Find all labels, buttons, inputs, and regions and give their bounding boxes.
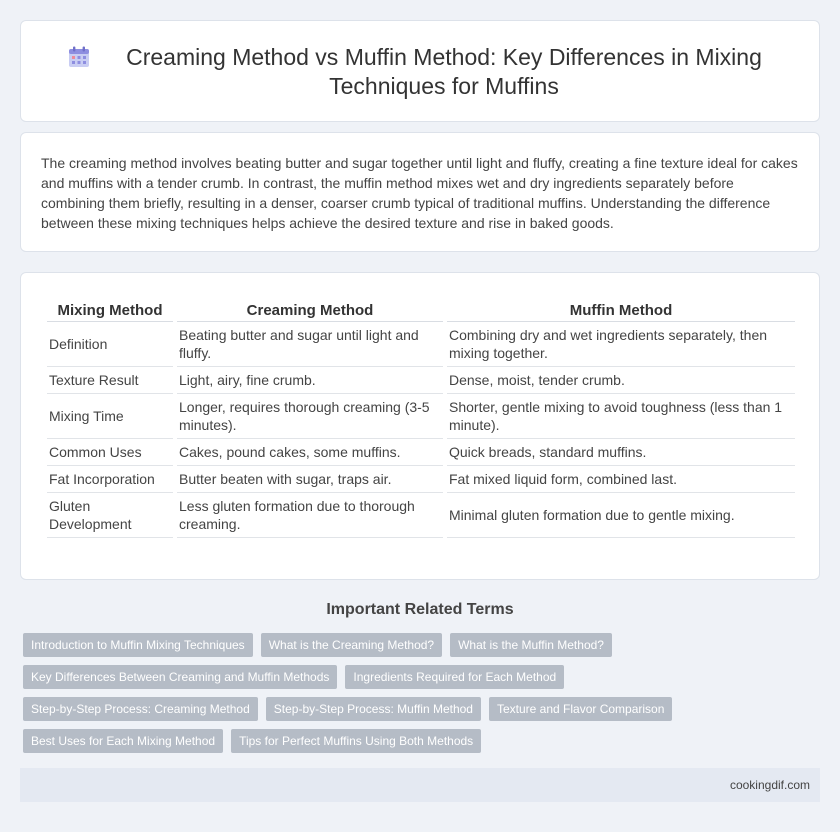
row-label: Gluten Development — [47, 493, 173, 538]
title-card — [20, 20, 820, 122]
creaming-cell: Beating butter and sugar until light and fluffy. — [177, 322, 443, 367]
related-term-tag[interactable]: Texture and Flavor Comparison — [489, 697, 672, 721]
intro-paragraph: The creaming method involves beating butter and sugar together until light and fluffy, creating a fine texture ideal for cakes and muffins with a tender crumb. In contrast, the muffin method mixes wet and dry ingredients separately before combining them briefly, resulting in a denser, coarser crumb typical of traditional muffins. Understanding the difference between these mixing techniques helps achieve the desired texture and rise in baked goods. — [41, 155, 798, 231]
related-terms-list — [23, 633, 813, 761]
related-term-tag[interactable]: Ingredients Required for Each Method — [345, 665, 564, 689]
creaming-cell: Longer, requires thorough creaming (3-5 minutes). — [177, 394, 443, 439]
related-term-tag[interactable]: Introduction to Muffin Mixing Techniques — [23, 633, 253, 657]
creaming-cell: Less gluten formation due to thorough creaming. — [177, 493, 443, 538]
creaming-cell: Cakes, pound cakes, some muffins. — [177, 439, 443, 466]
comparison-table — [43, 295, 799, 538]
muffin-cell: Dense, moist, tender crumb. — [447, 367, 795, 394]
row-label: Texture Result — [47, 367, 173, 394]
intro-card — [20, 132, 820, 252]
muffin-cell: Shorter, gentle mixing to avoid toughness (less than 1 minute). — [447, 394, 795, 439]
table-row — [47, 466, 795, 493]
muffin-cell: Combining dry and wet ingredients separately, then mixing together. — [447, 322, 795, 367]
related-terms-heading: Important Related Terms — [326, 601, 514, 618]
table-row — [47, 439, 795, 466]
page-title: Creaming Method vs Muffin Method: Key Differences in Mixing Techniques for Muffins — [126, 44, 762, 99]
muffin-cell: Fat mixed liquid form, combined last. — [447, 466, 795, 493]
related-term-tag[interactable]: Key Differences Between Creaming and Muffin Methods — [23, 665, 337, 689]
table-row — [47, 367, 795, 394]
muffin-cell: Minimal gluten formation due to gentle mixing. — [447, 493, 795, 538]
creaming-cell: Light, airy, fine crumb. — [177, 367, 443, 394]
header-creaming-method: Creaming Method — [177, 295, 443, 322]
table-row — [47, 394, 795, 439]
related-term-tag[interactable]: Step-by-Step Process: Creaming Method — [23, 697, 258, 721]
row-label: Mixing Time — [47, 394, 173, 439]
muffin-cell: Quick breads, standard muffins. — [447, 439, 795, 466]
site-name[interactable]: cookingdif.com — [729, 778, 810, 792]
related-term-tag[interactable]: Step-by-Step Process: Muffin Method — [266, 697, 481, 721]
row-label: Definition — [47, 322, 173, 367]
table-row — [47, 322, 795, 367]
related-term-tag[interactable]: What is the Creaming Method? — [261, 633, 442, 657]
related-term-tag[interactable]: Best Uses for Each Mixing Method — [23, 729, 223, 753]
header-muffin-method: Muffin Method — [447, 295, 795, 322]
related-term-tag[interactable]: What is the Muffin Method? — [450, 633, 612, 657]
related-term-tag[interactable]: Tips for Perfect Muffins Using Both Methods — [231, 729, 481, 753]
header-mixing-method: Mixing Method — [47, 295, 173, 322]
footer — [20, 768, 820, 802]
table-header-row — [47, 295, 795, 322]
row-label: Common Uses — [47, 439, 173, 466]
creaming-cell: Butter beaten with sugar, traps air. — [177, 466, 443, 493]
row-label: Fat Incorporation — [47, 466, 173, 493]
table-row — [47, 493, 795, 538]
comparison-table-card — [20, 272, 820, 580]
